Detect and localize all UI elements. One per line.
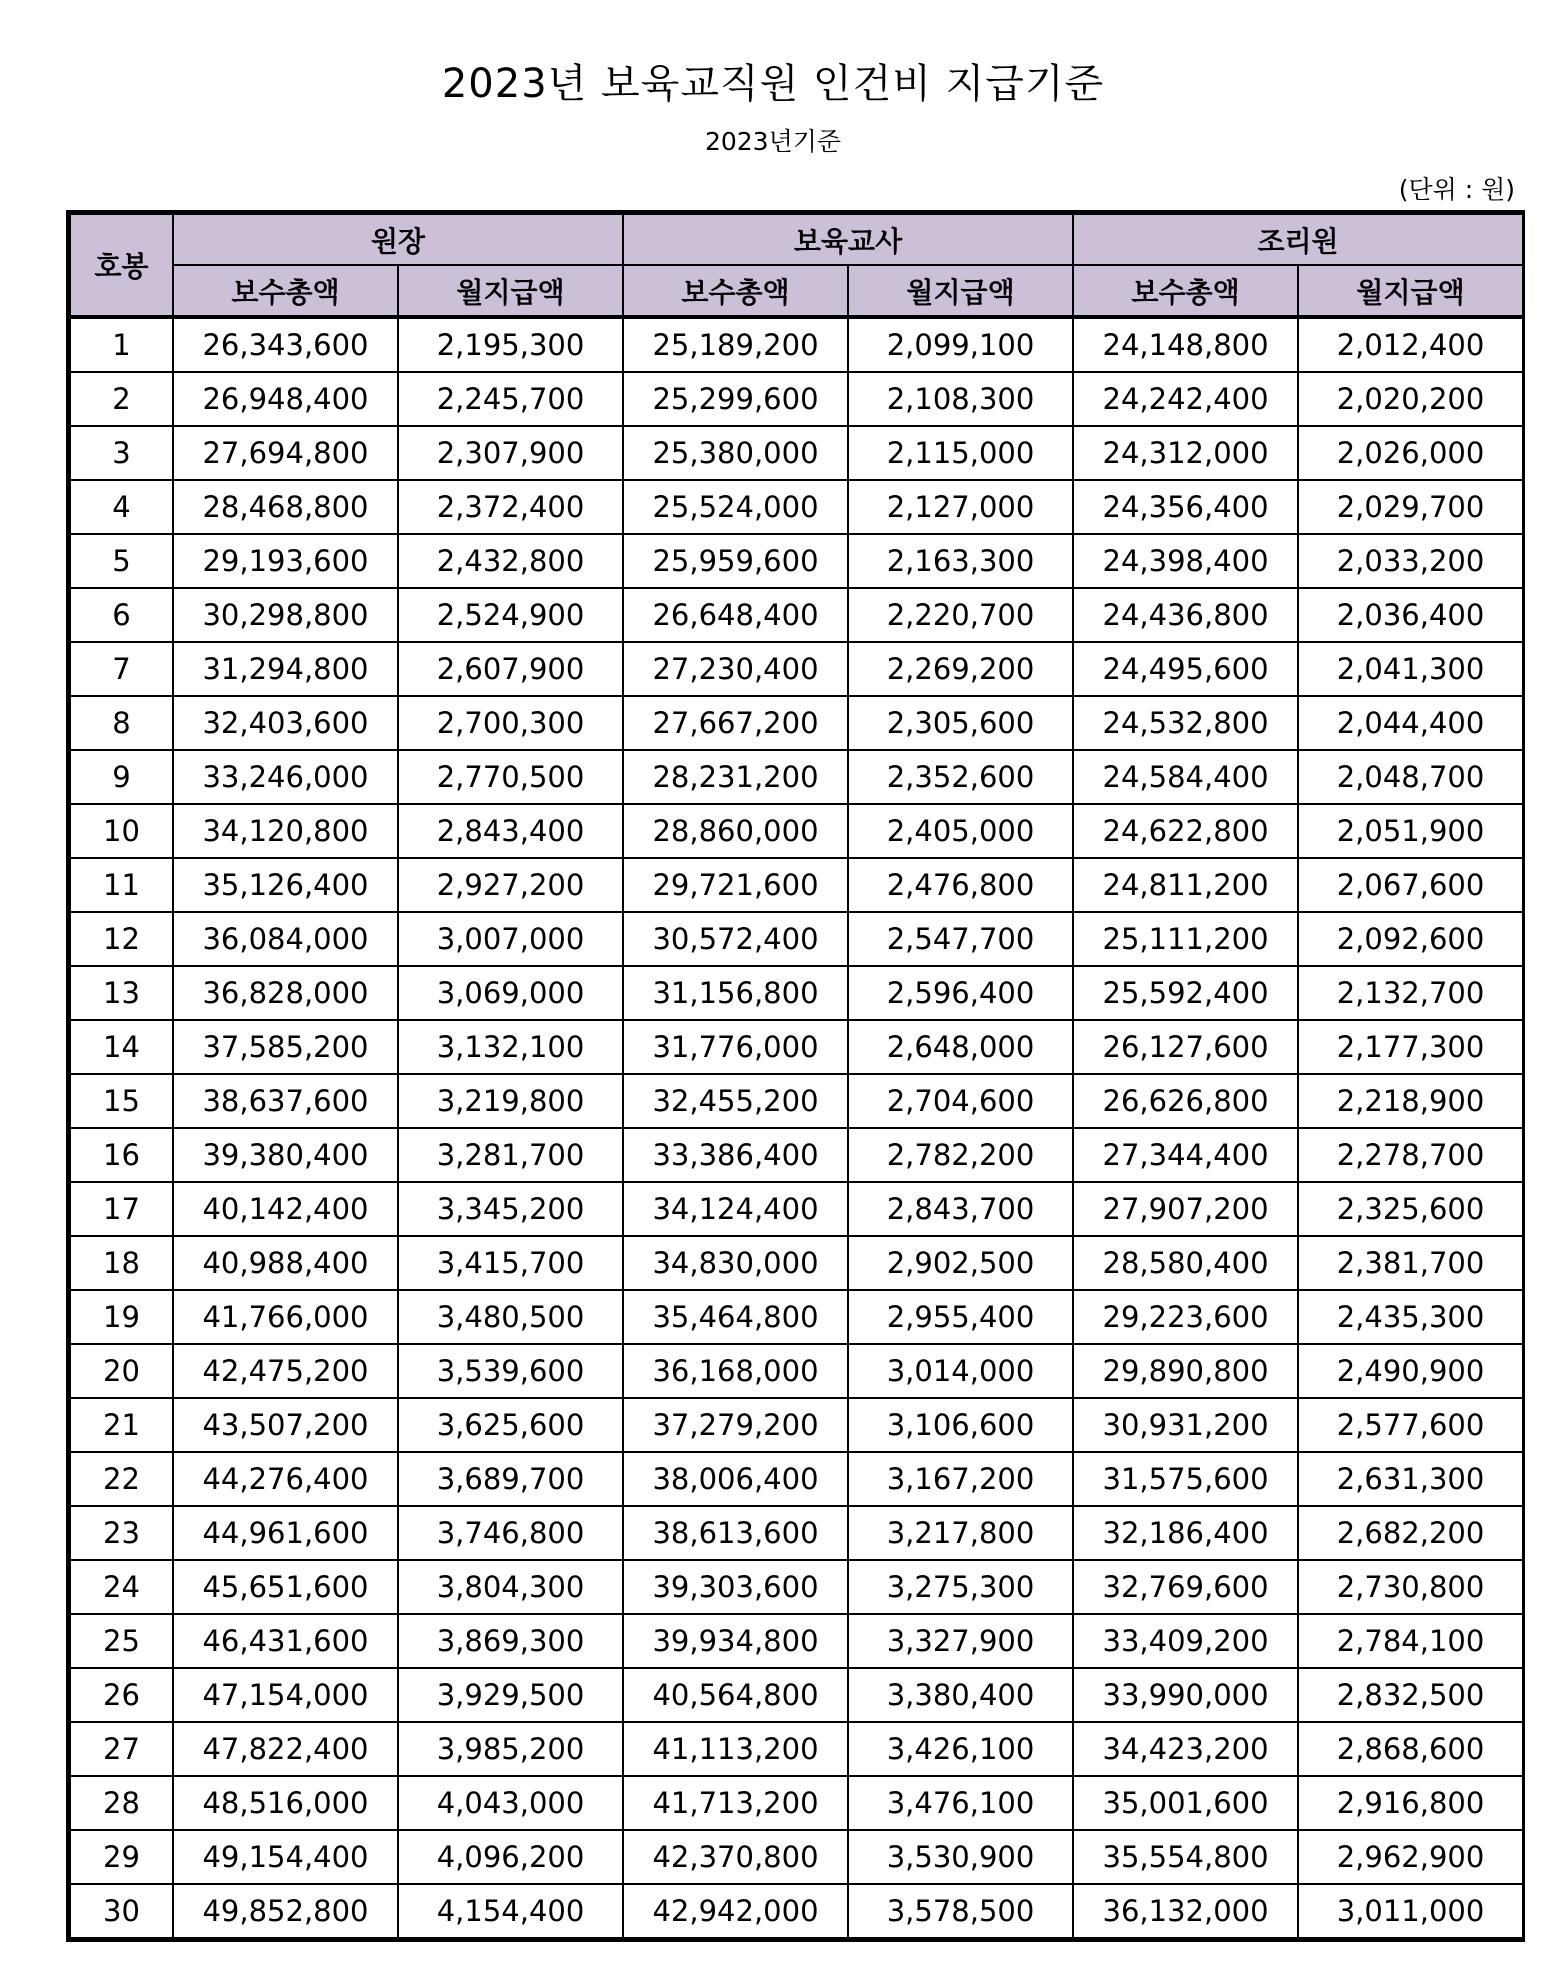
hobong-cell: 15 <box>70 1074 173 1128</box>
amount-cell: 2,099,100 <box>848 317 1073 372</box>
amount-cell: 49,154,400 <box>173 1830 398 1884</box>
amount-cell: 31,575,600 <box>1073 1452 1298 1506</box>
table-row <box>70 1128 1523 1182</box>
amount-cell: 3,539,600 <box>398 1344 623 1398</box>
amount-cell: 25,380,000 <box>623 426 848 480</box>
table-row <box>70 750 1523 804</box>
table-row <box>70 1236 1523 1290</box>
amount-cell: 45,651,600 <box>173 1560 398 1614</box>
amount-cell: 24,495,600 <box>1073 642 1298 696</box>
table-row <box>70 966 1523 1020</box>
table-row <box>70 1884 1523 1938</box>
amount-cell: 3,415,700 <box>398 1236 623 1290</box>
amount-cell: 2,067,600 <box>1298 858 1523 912</box>
table-header <box>70 214 1523 317</box>
hobong-cell: 21 <box>70 1398 173 1452</box>
amount-cell: 37,585,200 <box>173 1020 398 1074</box>
hobong-cell: 14 <box>70 1020 173 1074</box>
amount-cell: 25,592,400 <box>1073 966 1298 1020</box>
amount-cell: 33,409,200 <box>1073 1614 1298 1668</box>
hobong-cell: 25 <box>70 1614 173 1668</box>
table-row <box>70 642 1523 696</box>
header-group-cook: 조리원 <box>1073 214 1523 265</box>
hobong-cell: 9 <box>70 750 173 804</box>
amount-cell: 2,704,600 <box>848 1074 1073 1128</box>
hobong-cell: 24 <box>70 1560 173 1614</box>
table-row <box>70 1722 1523 1776</box>
amount-cell: 24,584,400 <box>1073 750 1298 804</box>
amount-cell: 41,766,000 <box>173 1290 398 1344</box>
amount-cell: 36,132,000 <box>1073 1884 1298 1938</box>
hobong-cell: 1 <box>70 317 173 372</box>
hobong-cell: 28 <box>70 1776 173 1830</box>
amount-cell: 2,577,600 <box>1298 1398 1523 1452</box>
amount-cell: 3,327,900 <box>848 1614 1073 1668</box>
amount-cell: 2,648,000 <box>848 1020 1073 1074</box>
amount-cell: 34,830,000 <box>623 1236 848 1290</box>
amount-cell: 3,281,700 <box>398 1128 623 1182</box>
header-monthly-pay: 월지급액 <box>1298 265 1523 317</box>
amount-cell: 2,269,200 <box>848 642 1073 696</box>
amount-cell: 25,189,200 <box>623 317 848 372</box>
amount-cell: 35,554,800 <box>1073 1830 1298 1884</box>
table-row <box>70 372 1523 426</box>
amount-cell: 36,168,000 <box>623 1344 848 1398</box>
hobong-cell: 26 <box>70 1668 173 1722</box>
amount-cell: 38,006,400 <box>623 1452 848 1506</box>
table-row <box>70 426 1523 480</box>
amount-cell: 24,436,800 <box>1073 588 1298 642</box>
amount-cell: 2,163,300 <box>848 534 1073 588</box>
amount-cell: 2,435,300 <box>1298 1290 1523 1344</box>
amount-cell: 26,626,800 <box>1073 1074 1298 1128</box>
table-row <box>70 912 1523 966</box>
table-row <box>70 1344 1523 1398</box>
amount-cell: 3,069,000 <box>398 966 623 1020</box>
page-title: 2023년 보육교직원 인건비 지급기준 <box>441 61 1105 107</box>
hobong-cell: 30 <box>70 1884 173 1938</box>
amount-cell: 40,988,400 <box>173 1236 398 1290</box>
amount-cell: 2,547,700 <box>848 912 1073 966</box>
amount-cell: 25,524,000 <box>623 480 848 534</box>
amount-cell: 27,230,400 <box>623 642 848 696</box>
amount-cell: 2,307,900 <box>398 426 623 480</box>
amount-cell: 32,186,400 <box>1073 1506 1298 1560</box>
amount-cell: 2,305,600 <box>848 696 1073 750</box>
table-row <box>70 1776 1523 1830</box>
amount-cell: 2,607,900 <box>398 642 623 696</box>
amount-cell: 34,423,200 <box>1073 1722 1298 1776</box>
amount-cell: 2,218,900 <box>1298 1074 1523 1128</box>
amount-cell: 2,132,700 <box>1298 966 1523 1020</box>
table-row <box>70 804 1523 858</box>
amount-cell: 2,730,800 <box>1298 1560 1523 1614</box>
amount-cell: 3,689,700 <box>398 1452 623 1506</box>
amount-cell: 38,613,600 <box>623 1506 848 1560</box>
amount-cell: 2,092,600 <box>1298 912 1523 966</box>
amount-cell: 2,524,900 <box>398 588 623 642</box>
amount-cell: 3,132,100 <box>398 1020 623 1074</box>
amount-cell: 3,578,500 <box>848 1884 1073 1938</box>
hobong-cell: 12 <box>70 912 173 966</box>
amount-cell: 2,026,000 <box>1298 426 1523 480</box>
amount-cell: 33,246,000 <box>173 750 398 804</box>
amount-cell: 4,096,200 <box>398 1830 623 1884</box>
header-monthly-pay: 월지급액 <box>398 265 623 317</box>
amount-cell: 2,476,800 <box>848 858 1073 912</box>
amount-cell: 4,043,000 <box>398 1776 623 1830</box>
amount-cell: 3,007,000 <box>398 912 623 966</box>
hobong-cell: 5 <box>70 534 173 588</box>
amount-cell: 2,381,700 <box>1298 1236 1523 1290</box>
amount-cell: 2,631,300 <box>1298 1452 1523 1506</box>
hobong-cell: 13 <box>70 966 173 1020</box>
amount-cell: 44,961,600 <box>173 1506 398 1560</box>
table-row <box>70 1614 1523 1668</box>
amount-cell: 24,242,400 <box>1073 372 1298 426</box>
amount-cell: 2,682,200 <box>1298 1506 1523 1560</box>
hobong-cell: 23 <box>70 1506 173 1560</box>
amount-cell: 2,596,400 <box>848 966 1073 1020</box>
amount-cell: 41,713,200 <box>623 1776 848 1830</box>
amount-cell: 42,475,200 <box>173 1344 398 1398</box>
table-row <box>70 1668 1523 1722</box>
amount-cell: 41,113,200 <box>623 1722 848 1776</box>
amount-cell: 28,468,800 <box>173 480 398 534</box>
amount-cell: 28,231,200 <box>623 750 848 804</box>
hobong-cell: 7 <box>70 642 173 696</box>
amount-cell: 3,345,200 <box>398 1182 623 1236</box>
amount-cell: 42,370,800 <box>623 1830 848 1884</box>
amount-cell: 42,942,000 <box>623 1884 848 1938</box>
amount-cell: 3,985,200 <box>398 1722 623 1776</box>
amount-cell: 29,193,600 <box>173 534 398 588</box>
table-row <box>70 1452 1523 1506</box>
amount-cell: 31,294,800 <box>173 642 398 696</box>
amount-cell: 25,959,600 <box>623 534 848 588</box>
amount-cell: 36,828,000 <box>173 966 398 1020</box>
amount-cell: 39,380,400 <box>173 1128 398 1182</box>
amount-cell: 35,126,400 <box>173 858 398 912</box>
amount-cell: 3,011,000 <box>1298 1884 1523 1938</box>
amount-cell: 44,276,400 <box>173 1452 398 1506</box>
amount-cell: 3,167,200 <box>848 1452 1073 1506</box>
amount-cell: 27,907,200 <box>1073 1182 1298 1236</box>
amount-cell: 34,120,800 <box>173 804 398 858</box>
amount-cell: 2,033,200 <box>1298 534 1523 588</box>
hobong-cell: 27 <box>70 1722 173 1776</box>
amount-cell: 3,106,600 <box>848 1398 1073 1452</box>
amount-cell: 3,480,500 <box>398 1290 623 1344</box>
amount-cell: 2,352,600 <box>848 750 1073 804</box>
amount-cell: 2,036,400 <box>1298 588 1523 642</box>
page-subtitle: 2023년기준 <box>704 127 842 156</box>
amount-cell: 2,245,700 <box>398 372 623 426</box>
amount-cell: 36,084,000 <box>173 912 398 966</box>
amount-cell: 2,782,200 <box>848 1128 1073 1182</box>
amount-cell: 29,721,600 <box>623 858 848 912</box>
amount-cell: 24,398,400 <box>1073 534 1298 588</box>
header-group-teacher: 보육교사 <box>623 214 1073 265</box>
table-row <box>70 1506 1523 1560</box>
amount-cell: 2,372,400 <box>398 480 623 534</box>
header-hobong: 호봉 <box>70 214 173 317</box>
amount-cell: 40,142,400 <box>173 1182 398 1236</box>
amount-cell: 30,931,200 <box>1073 1398 1298 1452</box>
hobong-cell: 20 <box>70 1344 173 1398</box>
table-row <box>70 588 1523 642</box>
amount-cell: 30,298,800 <box>173 588 398 642</box>
amount-cell: 32,455,200 <box>623 1074 848 1128</box>
amount-cell: 2,784,100 <box>1298 1614 1523 1668</box>
amount-cell: 2,029,700 <box>1298 480 1523 534</box>
amount-cell: 39,303,600 <box>623 1560 848 1614</box>
amount-cell: 2,048,700 <box>1298 750 1523 804</box>
header-annual-total: 보수총액 <box>173 265 398 317</box>
header-annual-total: 보수총액 <box>1073 265 1298 317</box>
hobong-cell: 11 <box>70 858 173 912</box>
amount-cell: 33,386,400 <box>623 1128 848 1182</box>
amount-cell: 3,275,300 <box>848 1560 1073 1614</box>
hobong-cell: 6 <box>70 588 173 642</box>
amount-cell: 2,127,000 <box>848 480 1073 534</box>
amount-cell: 2,115,000 <box>848 426 1073 480</box>
amount-cell: 29,223,600 <box>1073 1290 1298 1344</box>
amount-cell: 49,852,800 <box>173 1884 398 1938</box>
table-row <box>70 696 1523 750</box>
amount-cell: 3,380,400 <box>848 1668 1073 1722</box>
hobong-cell: 16 <box>70 1128 173 1182</box>
hobong-cell: 4 <box>70 480 173 534</box>
amount-cell: 46,431,600 <box>173 1614 398 1668</box>
amount-cell: 3,804,300 <box>398 1560 623 1614</box>
hobong-cell: 10 <box>70 804 173 858</box>
amount-cell: 26,127,600 <box>1073 1020 1298 1074</box>
table-row <box>70 480 1523 534</box>
amount-cell: 3,869,300 <box>398 1614 623 1668</box>
amount-cell: 3,219,800 <box>398 1074 623 1128</box>
amount-cell: 3,217,800 <box>848 1506 1073 1560</box>
amount-cell: 31,156,800 <box>623 966 848 1020</box>
amount-cell: 35,464,800 <box>623 1290 848 1344</box>
amount-cell: 48,516,000 <box>173 1776 398 1830</box>
amount-cell: 28,580,400 <box>1073 1236 1298 1290</box>
amount-cell: 2,108,300 <box>848 372 1073 426</box>
table-row <box>70 1290 1523 1344</box>
amount-cell: 2,700,300 <box>398 696 623 750</box>
amount-cell: 29,890,800 <box>1073 1344 1298 1398</box>
amount-cell: 2,220,700 <box>848 588 1073 642</box>
amount-cell: 3,746,800 <box>398 1506 623 1560</box>
amount-cell: 34,124,400 <box>623 1182 848 1236</box>
table-row <box>70 534 1523 588</box>
amount-cell: 30,572,400 <box>623 912 848 966</box>
hobong-cell: 3 <box>70 426 173 480</box>
amount-cell: 24,811,200 <box>1073 858 1298 912</box>
header-annual-total: 보수총액 <box>623 265 848 317</box>
amount-cell: 47,154,000 <box>173 1668 398 1722</box>
amount-cell: 26,343,600 <box>173 317 398 372</box>
amount-cell: 2,041,300 <box>1298 642 1523 696</box>
amount-cell: 40,564,800 <box>623 1668 848 1722</box>
hobong-cell: 8 <box>70 696 173 750</box>
hobong-cell: 17 <box>70 1182 173 1236</box>
amount-cell: 3,530,900 <box>848 1830 1073 1884</box>
amount-cell: 3,476,100 <box>848 1776 1073 1830</box>
amount-cell: 26,948,400 <box>173 372 398 426</box>
amount-cell: 4,154,400 <box>398 1884 623 1938</box>
amount-cell: 24,532,800 <box>1073 696 1298 750</box>
hobong-cell: 29 <box>70 1830 173 1884</box>
header-group-director: 원장 <box>173 214 623 265</box>
amount-cell: 2,955,400 <box>848 1290 1073 1344</box>
amount-cell: 27,667,200 <box>623 696 848 750</box>
header-monthly-pay: 월지급액 <box>848 265 1073 317</box>
amount-cell: 27,694,800 <box>173 426 398 480</box>
amount-cell: 37,279,200 <box>623 1398 848 1452</box>
amount-cell: 2,843,700 <box>848 1182 1073 1236</box>
amount-cell: 24,622,800 <box>1073 804 1298 858</box>
amount-cell: 2,020,200 <box>1298 372 1523 426</box>
amount-cell: 39,934,800 <box>623 1614 848 1668</box>
amount-cell: 2,012,400 <box>1298 317 1523 372</box>
amount-cell: 24,356,400 <box>1073 480 1298 534</box>
hobong-cell: 18 <box>70 1236 173 1290</box>
amount-cell: 27,344,400 <box>1073 1128 1298 1182</box>
hobong-cell: 2 <box>70 372 173 426</box>
amount-cell: 2,405,000 <box>848 804 1073 858</box>
amount-cell: 2,177,300 <box>1298 1020 1523 1074</box>
amount-cell: 43,507,200 <box>173 1398 398 1452</box>
amount-cell: 33,990,000 <box>1073 1668 1298 1722</box>
amount-cell: 28,860,000 <box>623 804 848 858</box>
table-row <box>70 1182 1523 1236</box>
salary-table-container <box>66 210 1525 1942</box>
salary-table <box>69 213 1524 1939</box>
table-row <box>70 1020 1523 1074</box>
table-row <box>70 1074 1523 1128</box>
table-row <box>70 1398 1523 1452</box>
unit-label: (단위 : 원) <box>1398 175 1515 204</box>
amount-cell: 38,637,600 <box>173 1074 398 1128</box>
amount-cell: 2,325,600 <box>1298 1182 1523 1236</box>
amount-cell: 24,312,000 <box>1073 426 1298 480</box>
hobong-cell: 22 <box>70 1452 173 1506</box>
amount-cell: 2,927,200 <box>398 858 623 912</box>
amount-cell: 2,051,900 <box>1298 804 1523 858</box>
table-row <box>70 317 1523 372</box>
amount-cell: 2,962,900 <box>1298 1830 1523 1884</box>
amount-cell: 32,403,600 <box>173 696 398 750</box>
hobong-cell: 19 <box>70 1290 173 1344</box>
table-row <box>70 1560 1523 1614</box>
amount-cell: 2,195,300 <box>398 317 623 372</box>
amount-cell: 3,014,000 <box>848 1344 1073 1398</box>
amount-cell: 2,902,500 <box>848 1236 1073 1290</box>
amount-cell: 3,929,500 <box>398 1668 623 1722</box>
amount-cell: 25,111,200 <box>1073 912 1298 966</box>
amount-cell: 2,490,900 <box>1298 1344 1523 1398</box>
table-row <box>70 1830 1523 1884</box>
amount-cell: 25,299,600 <box>623 372 848 426</box>
amount-cell: 24,148,800 <box>1073 317 1298 372</box>
amount-cell: 2,432,800 <box>398 534 623 588</box>
amount-cell: 3,426,100 <box>848 1722 1073 1776</box>
table-body <box>70 317 1523 1938</box>
amount-cell: 2,770,500 <box>398 750 623 804</box>
amount-cell: 2,916,800 <box>1298 1776 1523 1830</box>
table-row <box>70 858 1523 912</box>
amount-cell: 2,843,400 <box>398 804 623 858</box>
amount-cell: 2,278,700 <box>1298 1128 1523 1182</box>
amount-cell: 2,832,500 <box>1298 1668 1523 1722</box>
amount-cell: 3,625,600 <box>398 1398 623 1452</box>
amount-cell: 31,776,000 <box>623 1020 848 1074</box>
amount-cell: 32,769,600 <box>1073 1560 1298 1614</box>
amount-cell: 26,648,400 <box>623 588 848 642</box>
amount-cell: 47,822,400 <box>173 1722 398 1776</box>
amount-cell: 35,001,600 <box>1073 1776 1298 1830</box>
amount-cell: 2,044,400 <box>1298 696 1523 750</box>
amount-cell: 2,868,600 <box>1298 1722 1523 1776</box>
